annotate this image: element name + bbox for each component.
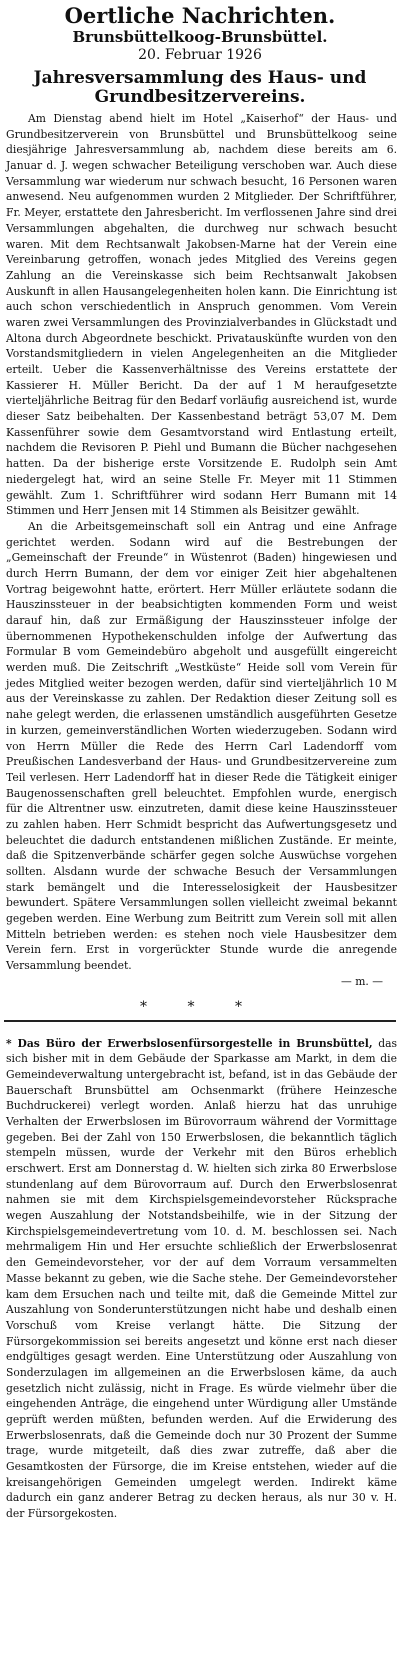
masthead: Oertliche Nachrichten. — [64, 3, 336, 28]
place-heading: Brunsbüttelkoog-Brunsbüttel. — [72, 28, 328, 46]
second-article-lead: * Das Büro der Erwerbslosenfürsorgestelle in Brunsbüttel, — [6, 1036, 373, 1050]
section-separator: * * * — [140, 998, 260, 1015]
author-signature: — m. — — [341, 974, 383, 988]
page-header — [0, 4, 400, 107]
second-article — [6, 1036, 397, 1522]
second-article-paragraph — [6, 1036, 397, 1522]
date-line: 20. Februar 1926 — [138, 47, 262, 63]
divider-rule — [4, 1020, 396, 1022]
article-paragraph: Am Dienstag abend hielt im Hotel „Kaiserhof“ der Haus- und Grundbesitzerverein von Brunsbüttel und Brunsbüttelkoog seine diesjährige Jahresversammlung ab, nachdem diese bereits am 6. Januar d. J. wegen schwacher Beteiligung verschoben war. Auch diese Versammlung war wiederum nur schwach besucht, 16 Personen waren anwesend. Neu aufgenommen wurden 2 Mitglieder. Der Schriftführer, Fr. Meyer, erstattete den Jahresbericht. Im verflossenen Jahre sind drei Versammlungen abgehalten, die durchweg nur schwach besucht waren. Mit dem Rechtsanwalt Jakobsen-Marne hat der Verein eine Vereinbarung getroffen, wonach jedes Mitglied des Vereins gegen Zahlung an die Vereinskasse sich beim Rechtsanwalt Jakobsen Auskunft in allen Hausangelegenheiten holen kann. Die Einrichtung ist auch schon verschiedentlich in Anspruch genommen. Vom Verein waren zwei Versammlungen des Provinzialverbandes in Glückstadt und Altona durch Abgeordnete beschickt. Privatauskünfte wurden von den Vorstandsmitgliedern in vielen Angelegenheiten an die Mitglieder erteilt. Ueber die Kassenverhältnisse des Vereins erstattete der Kassierer H. Müller Bericht. Da der auf 1 M heraufgesetzte vierteljährliche Beitrag für den Bedarf vorläufig ausreichend ist, wurde dieser Satz beibehalten. Der Kassenbestand beträgt 53,07 M. Dem Kassenführer sowie dem Gesamtvorstand wird Entlastung erteilt, nachdem die Revisoren P. Piehl und Bumann die Bücher nachgesehen hatten. Da der bisherige erste Vorsitzende E. Rudolph sein Amt niedergelegt hat, wird an seine Stelle Fr. Meyer mit 11 Stimmen gewählt. Zum 1. Schriftführer wird sodann Herr Bumann mit 14 Stimmen und Herr Jensen mit 14 Stimmen als Beisitzer gewählt. — [6, 112, 397, 518]
article-title: Jahresversammlung des Haus- und Grundbesitzervereins. — [33, 68, 367, 107]
second-article-text: das sich bisher mit in dem Gebäude der Sparkasse am Markt, in dem die Gemeindeverwaltung untergebracht ist, befand, ist in das Gebäude der Bauerschaft Brunsbüttel am Ochsenmarkt (frühere Heinzesche Buchdruckerei) verlegt worden. Anlaß hierzu hat das unruhige Verhalten der Erwerbslosen im Bürovorraum während der Vormittage gegeben. Bei der Zahl von 150 Erwerbslosen, die bekanntlich täglich stempeln müssen, wurde der Verkehr mit den Büros erheblich erschwert. Erst am Donnerstag d. W. hielten sich zirka 80 Erwerbslose stundenlang auf dem Bürovorraum auf. Durch den Erwerbslosenrat nahmen sie mit dem Kirchspielsgemeindevorsteher Rücksprache wegen Auszahlung der Notstandsbeihilfe, wie in der Sitzung der Kirchspielsgemeindevertretung vom 10. d. M. beschlossen sei. Nach mehrmaligem Hin und Her ersuchte schließlich der Erwerbslosenrat den Gemeindevorsteher, vor der auf dem Vorraum versammelten Masse bekannt zu geben, wie die Sache stehe. Der Gemeindevorsteher kam dem Ersuchen nach und teilte mit, daß die Gemeinde Mittel zur Auszahlung von Sonderunterstützungen nicht habe und deshalb einen Vorschuß vom Kreise verlangt hätte. Die Sitzung der Fürsorgekommission sei bereits angesetzt und könne erst nach dieser endgültiges gesagt werden. Eine Unterstützung oder Auszahlung von Sonderzulagen im allgemeinen an die Erwerbslosen käme, da auch gesetzlich nicht zulässig, nicht in Frage. Es würde vielmehr über die eingehenden Anträge, die eingehend unter Würdigung aller Umstände geprüft werden müßten, befunden werden. Auf die Erwiderung des Erwerbslosenrats, daß die Gemeinde doch nur 30 Prozent der Summe trage, wurde mitgeteilt, daß dies zwar zutreffe, daß aber die Gesamtkosten der Fürsorge, die im Kreise entstehen, wieder auf die kreisangehörigen Gemeinden umgelegt werden. Indirekt käme dadurch ein ganz anderer Betrag zu decken heraus, als nur 30 v. H. der Fürsorgekosten. — [6, 1036, 397, 1521]
article-paragraph: An die Arbeitsgemeinschaft soll ein Antrag und eine Anfrage gerichtet werden. Sodann wird auf die Bestrebungen der „Gemeinschaft der Freunde“ in Wüstenrot (Baden) hingewiesen und durch Herrn Bumann, der dem vor einiger Zeit hier abgehaltenen Vortrag beigewohnt hatte, erörtert. Herr Müller erläutete sodann die Hauszinssteuer in der beabsichtigten kommenden Form und weist darauf hin, daß zur Ermäßigung der Hauszinssteuer infolge der übernommenen Hypothekenschulden infolge der Aufwertung das Formular B vom Gemeindebüro abgeholt und ausgefüllt eingereicht werden muß. Die Zeitschrift „Westküste“ Heide soll vom Verein für jedes Mitglied weiter bezogen werden, dafür sind vierteljährlich 10 M aus der Vereinskasse zu zahlen. Der Redaktion dieser Zeitung soll es nahe gelegt werden, die erlassenen umständlich ausgeführten Gesetze in kurzen, gemeinverständlichen Worten wiederzugeben. Sodann wird von Herrn Müller die Rede des Herrn Carl Ladendorff vom Preußischen Landesverband der Haus- und Grundbesitzervereine zum Teil verlesen. Herr Ladendorff hat in dieser Rede die Tätigkeit einiger Baugenossenschaften grell beleuchtet. Empfohlen wurde, energisch für die Altrentner usw. einzutreten, damit diese keine Hauszinssteuer zu zahlen haben. Herr Schmidt bespricht das Aufwertungsgesetz und beleuchtet die dadurch entstandenen mißlichen Zustände. Er meinte, daß die Spitzenverbände schärfer gegen solche Auswüchse vorgehen sollten. Alsdann wurde der schwache Besuch der Versammlungen stark bemängelt und die Interesselosigkeit der Hausbesitzer bewundert. Spätere Versammlungen sollen vielleicht zweimal bekannt gegeben werden. Eine Werbung zum Beitritt zum Verein soll mit allen Mitteln betrieben werden: es stehen noch viele Hausbesitzer dem Verein fern. Erst in vorgerückter Stunde wurde die anregende Versammlung beendet. — [6, 519, 397, 973]
article-body — [6, 111, 397, 990]
